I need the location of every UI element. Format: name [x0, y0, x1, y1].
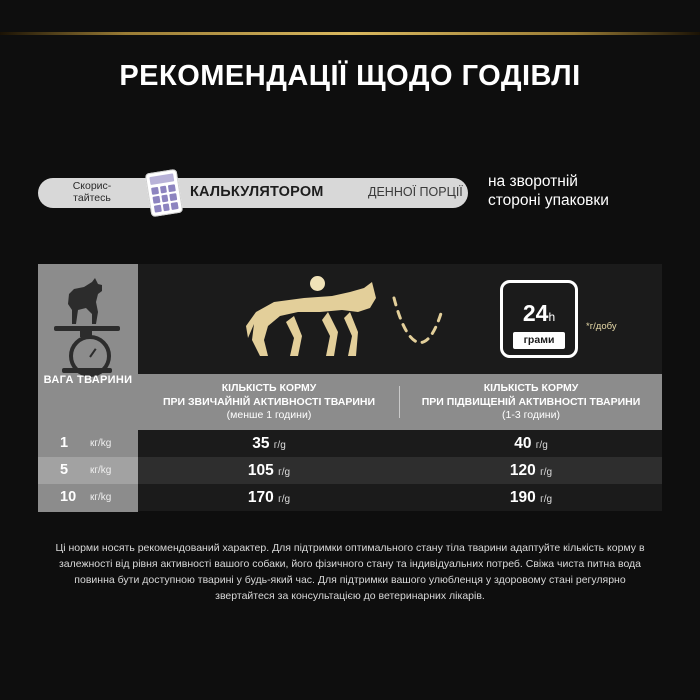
column-header-line3: (1-3 години) [502, 409, 560, 421]
column-header-line1: КІЛЬКІСТЬ КОРМУ [221, 382, 317, 394]
calculator-icon-keys [151, 184, 179, 212]
badge-hours [500, 300, 578, 327]
calculator-callout [38, 170, 468, 216]
scale-needle [89, 348, 96, 357]
grams-per-day-note: *г/добу [586, 321, 617, 332]
calculator-main-word: КАЛЬКУЛЯТОРОМ [190, 184, 324, 200]
weight-unit: кг/kg [90, 438, 112, 449]
weight-column-header: ВАГА ТВАРИНИ [43, 374, 133, 386]
cell-value: 35 [252, 435, 270, 452]
weight-unit: кг/kg [90, 492, 112, 503]
column-headers [138, 374, 662, 430]
weight-row [38, 457, 138, 484]
cell-value: 105 [247, 462, 274, 479]
feeding-table [38, 264, 662, 512]
cell-normal-activity [138, 430, 400, 459]
daily-ration-badge [500, 280, 578, 358]
weight-row [38, 484, 138, 511]
column-header-line3: (менше 1 години) [226, 409, 312, 421]
page-title: РЕКОМЕНДАЦІЇ ЩОДО ГОДІВЛІ [119, 60, 581, 92]
cell-value: 190 [509, 489, 536, 506]
calculator-key [162, 203, 170, 211]
cell-unit: г/g [535, 440, 548, 451]
calculator-key [151, 187, 159, 195]
calculator-key [152, 196, 160, 204]
calculator-prefix-line2: тайтесь [73, 191, 111, 204]
hero-illustration [138, 264, 662, 374]
calculator-side-note [488, 172, 678, 210]
table-row [138, 430, 662, 457]
scale-base [62, 368, 112, 373]
column-header-line1: КІЛЬКІСТЬ КОРМУ [483, 382, 579, 394]
column-header-normal-activity [138, 382, 400, 423]
cell-unit: г/g [540, 467, 553, 478]
cell-unit: г/g [540, 494, 553, 505]
calculator-prefix-line1: Скорис- [72, 180, 112, 192]
table-row [138, 484, 662, 511]
calculator-key [171, 202, 179, 210]
calculator-key [170, 193, 178, 201]
gold-divider [0, 32, 700, 35]
ball-icon [310, 276, 325, 291]
calculator-side-note-line1: на зворотній [488, 173, 578, 190]
calculator-prefix [52, 181, 132, 204]
calculator-key [168, 184, 176, 192]
table-row [138, 457, 662, 484]
calculator-icon [142, 170, 186, 216]
cell-high-activity [400, 457, 662, 486]
calculator-sub-word: ДЕННОЇ ПОРЦІЇ [368, 185, 463, 199]
cell-unit: г/g [278, 494, 291, 505]
badge-hours-suffix: h [548, 310, 556, 324]
calculator-key [154, 205, 162, 213]
column-header-line2: ПРИ ЗВИЧАЙНІЙ АКТИВНОСТІ ТВАРИНИ [162, 395, 376, 408]
weight-row [38, 430, 138, 457]
disclaimer-text: Ці норми носять рекомендований характер. Для підтримки оптимального стану тіла тварини адаптуйте кількість корму в залежності від рівня активності вашого собаки, його фізичного стану та індивідуальних потреб. Свіжа чиста питна вода повинна бути доступною тварині у будь-який час. Для підтримки вашого улюбленця у здоровому стані регулярно звертайтеся за консультацією до ветеринарних лікарів. [55, 542, 645, 602]
feeding-values-panel [138, 264, 662, 512]
badge-hours-value: 24 [522, 300, 549, 326]
calculator-key [161, 194, 169, 202]
calculator-icon-body [145, 169, 183, 217]
weight-unit: кг/kg [90, 465, 112, 476]
cell-unit: г/g [278, 467, 291, 478]
cell-value: 120 [509, 462, 536, 479]
running-dog-icon [246, 282, 378, 362]
badge-grams-label: грами [513, 332, 565, 349]
weight-value: 10 [60, 489, 77, 505]
calculator-side-note-line2: стороні упаковки [488, 192, 609, 209]
cell-value: 40 [514, 435, 532, 452]
cell-unit: г/g [273, 440, 286, 451]
cell-normal-activity [138, 484, 400, 513]
column-header-high-activity [400, 382, 662, 423]
cell-high-activity [400, 484, 662, 513]
ball-trajectory-icon [388, 292, 518, 362]
weight-column [38, 264, 138, 512]
dog-silhouette-icon [62, 278, 106, 326]
cell-normal-activity [138, 457, 400, 486]
weight-value: 5 [60, 462, 69, 478]
cell-high-activity [400, 430, 662, 459]
calculator-key [160, 186, 168, 194]
cell-value: 170 [247, 489, 274, 506]
dog-on-scale-icon [52, 278, 124, 368]
calculator-icon-screen [149, 173, 174, 185]
weight-value: 1 [60, 435, 69, 451]
column-header-line2: ПРИ ПІДВИЩЕНІЙ АКТИВНОСТІ ТВАРИНИ [421, 395, 641, 408]
